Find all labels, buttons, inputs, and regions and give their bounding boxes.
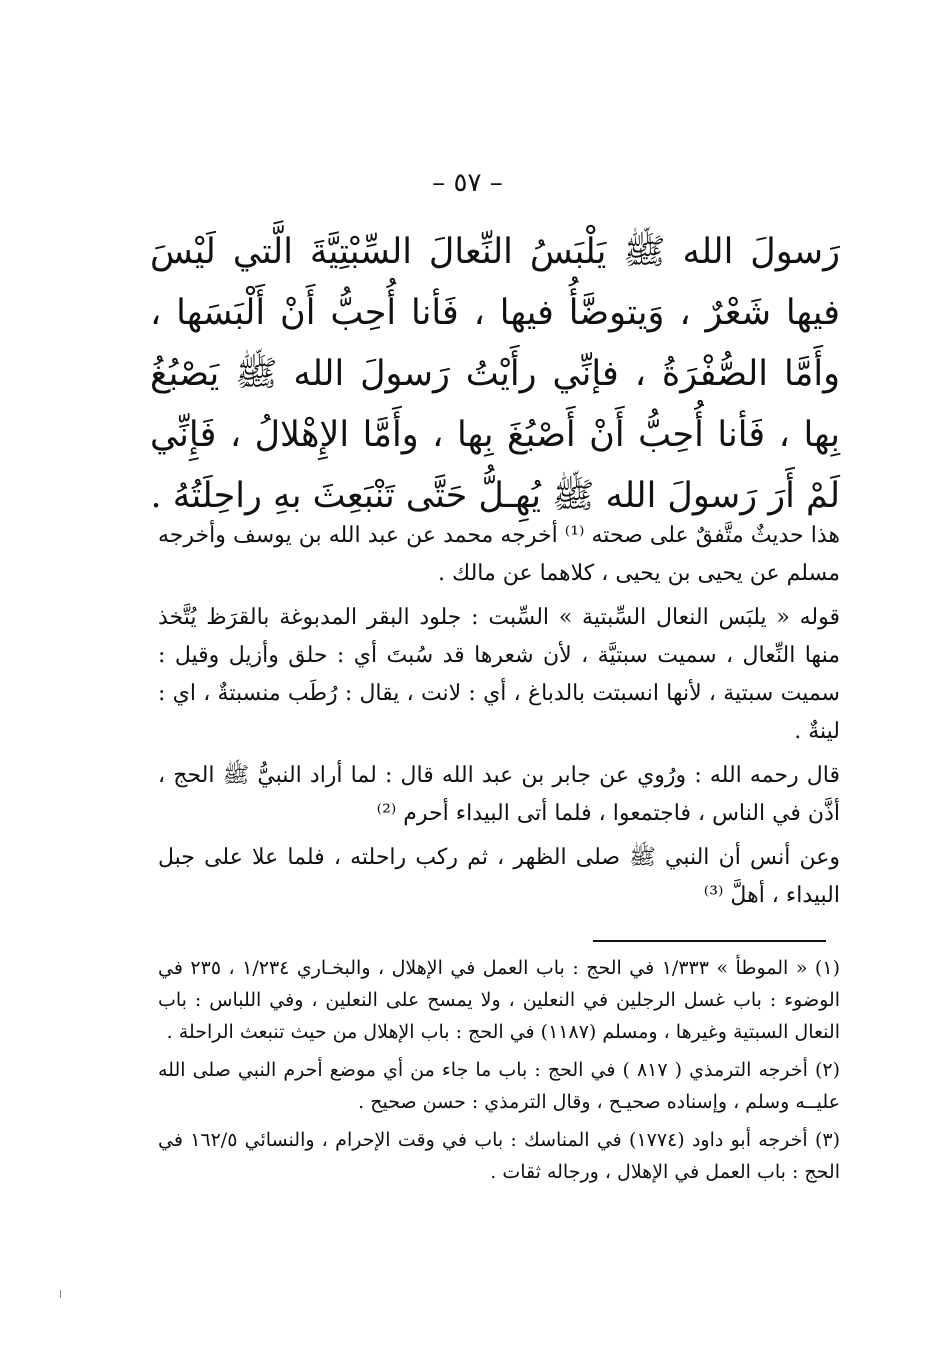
footnotes (158, 952, 840, 1194)
hadith-paragraph: رَسولَ الله ﷺ يَلْبَسُ النِّعالَ السِّبْتِيَّةَ الَّتي لَيْسَ فيها شَعْرٌ ، وَيتوضَّأُ فيها ، فَأنا أُحِبُّ أَنْ أَلْبَسَها ، وأَمَّا الصُّفْرَةُ ، فإنِّي رأَيْتُ رَسولَ الله ﷺ يَصْبُغُ بِها ، فَأنا أُحِبُّ أَنْ أَصْبُغَ بِها ، وأَمَّا الإِهْلالُ ، فَإِنِّي لَمْ أَرَ رَسولَ الله ﷺ يُهِـلُّ حَتَّى تَنْبَعِثَ بهِ راحِلَتُهُ . (150, 232, 840, 516)
page-number: – ٥٧ – (432, 168, 503, 198)
footnote-2: (٢) أخرجه الترمذي ( ٨١٧ ) في الحج : باب ما جاء من أي موضع أحرم النبي صلى الله عليــه وسلم ، وإسناده صحيـح ، وقال الترمذي : حسن صحيح . (158, 1059, 840, 1113)
commentary-paragraph-1: هذا حديثٌ متَّفقٌ على صحته ⁽¹⁾ أخرجه محمد عن عبد الله بن يوسف وأخرجه مسلم عن يحيى بن يحيى ، كلاهما عن مالك . (158, 523, 840, 586)
commentary (158, 517, 840, 921)
commentary-paragraph-2: قوله « يلبَس النعال السِّبتية » السِّبت : جلود البقر المدبوغة بالقرَظ يُتَّخذ منها النِّعال ، سميت سبتيَّة ، لأن شعرها قد سُبتَ أي : حلق وأزيل وقيل : سميت سبتية ، لأنها انسبتت بالدباغ ، أي : لانت ، يقال : رُطَب منسبتةٌ ، اي : لينةٌ . (158, 605, 840, 744)
footnote-3: (٣) أخرجه أبو داود (١٧٧٤) في المناسك : باب في وقت الإحرام ، والنسائي ١٦٢/٥ في الحج : باب العمل في الإهلال ، ورجاله ثقات . (158, 1129, 840, 1183)
commentary-paragraph-4: وعن أنس أن النبي ﷺ صلى الظهر ، ثم ركب راحلته ، فلما علا على جبل البيداء ، أهلَّ ⁽³⁾ (158, 845, 840, 908)
hadith-text (150, 222, 840, 527)
margin-mark (60, 1290, 61, 1298)
footnote-1: (١) « الموطأ » ١/٣٣٣ في الحج : باب العمل في الإهلال ، والبخـاري ١/٢٣٤ ، ٢٣٥ في الوضوء : باب غسل الرجلين في النعلين ، ولا يمسح على النعلين ، وفي اللباس : باب النعال السبتية وغيرها ، ومسلم (١١٨٧) في الحج : باب الإهلال من حيث تنبعث الراحلة . (158, 957, 840, 1043)
commentary-paragraph-3: قال رحمه الله : ورُوي عن جابر بن عبد الله قال : لما أراد النبيُّ ﷺ الحج ، أذَّن في الناس ، فاجتمعوا ، فلما أتى البيداء أحرم ⁽²⁾ (158, 763, 840, 826)
footnote-divider (593, 940, 826, 942)
